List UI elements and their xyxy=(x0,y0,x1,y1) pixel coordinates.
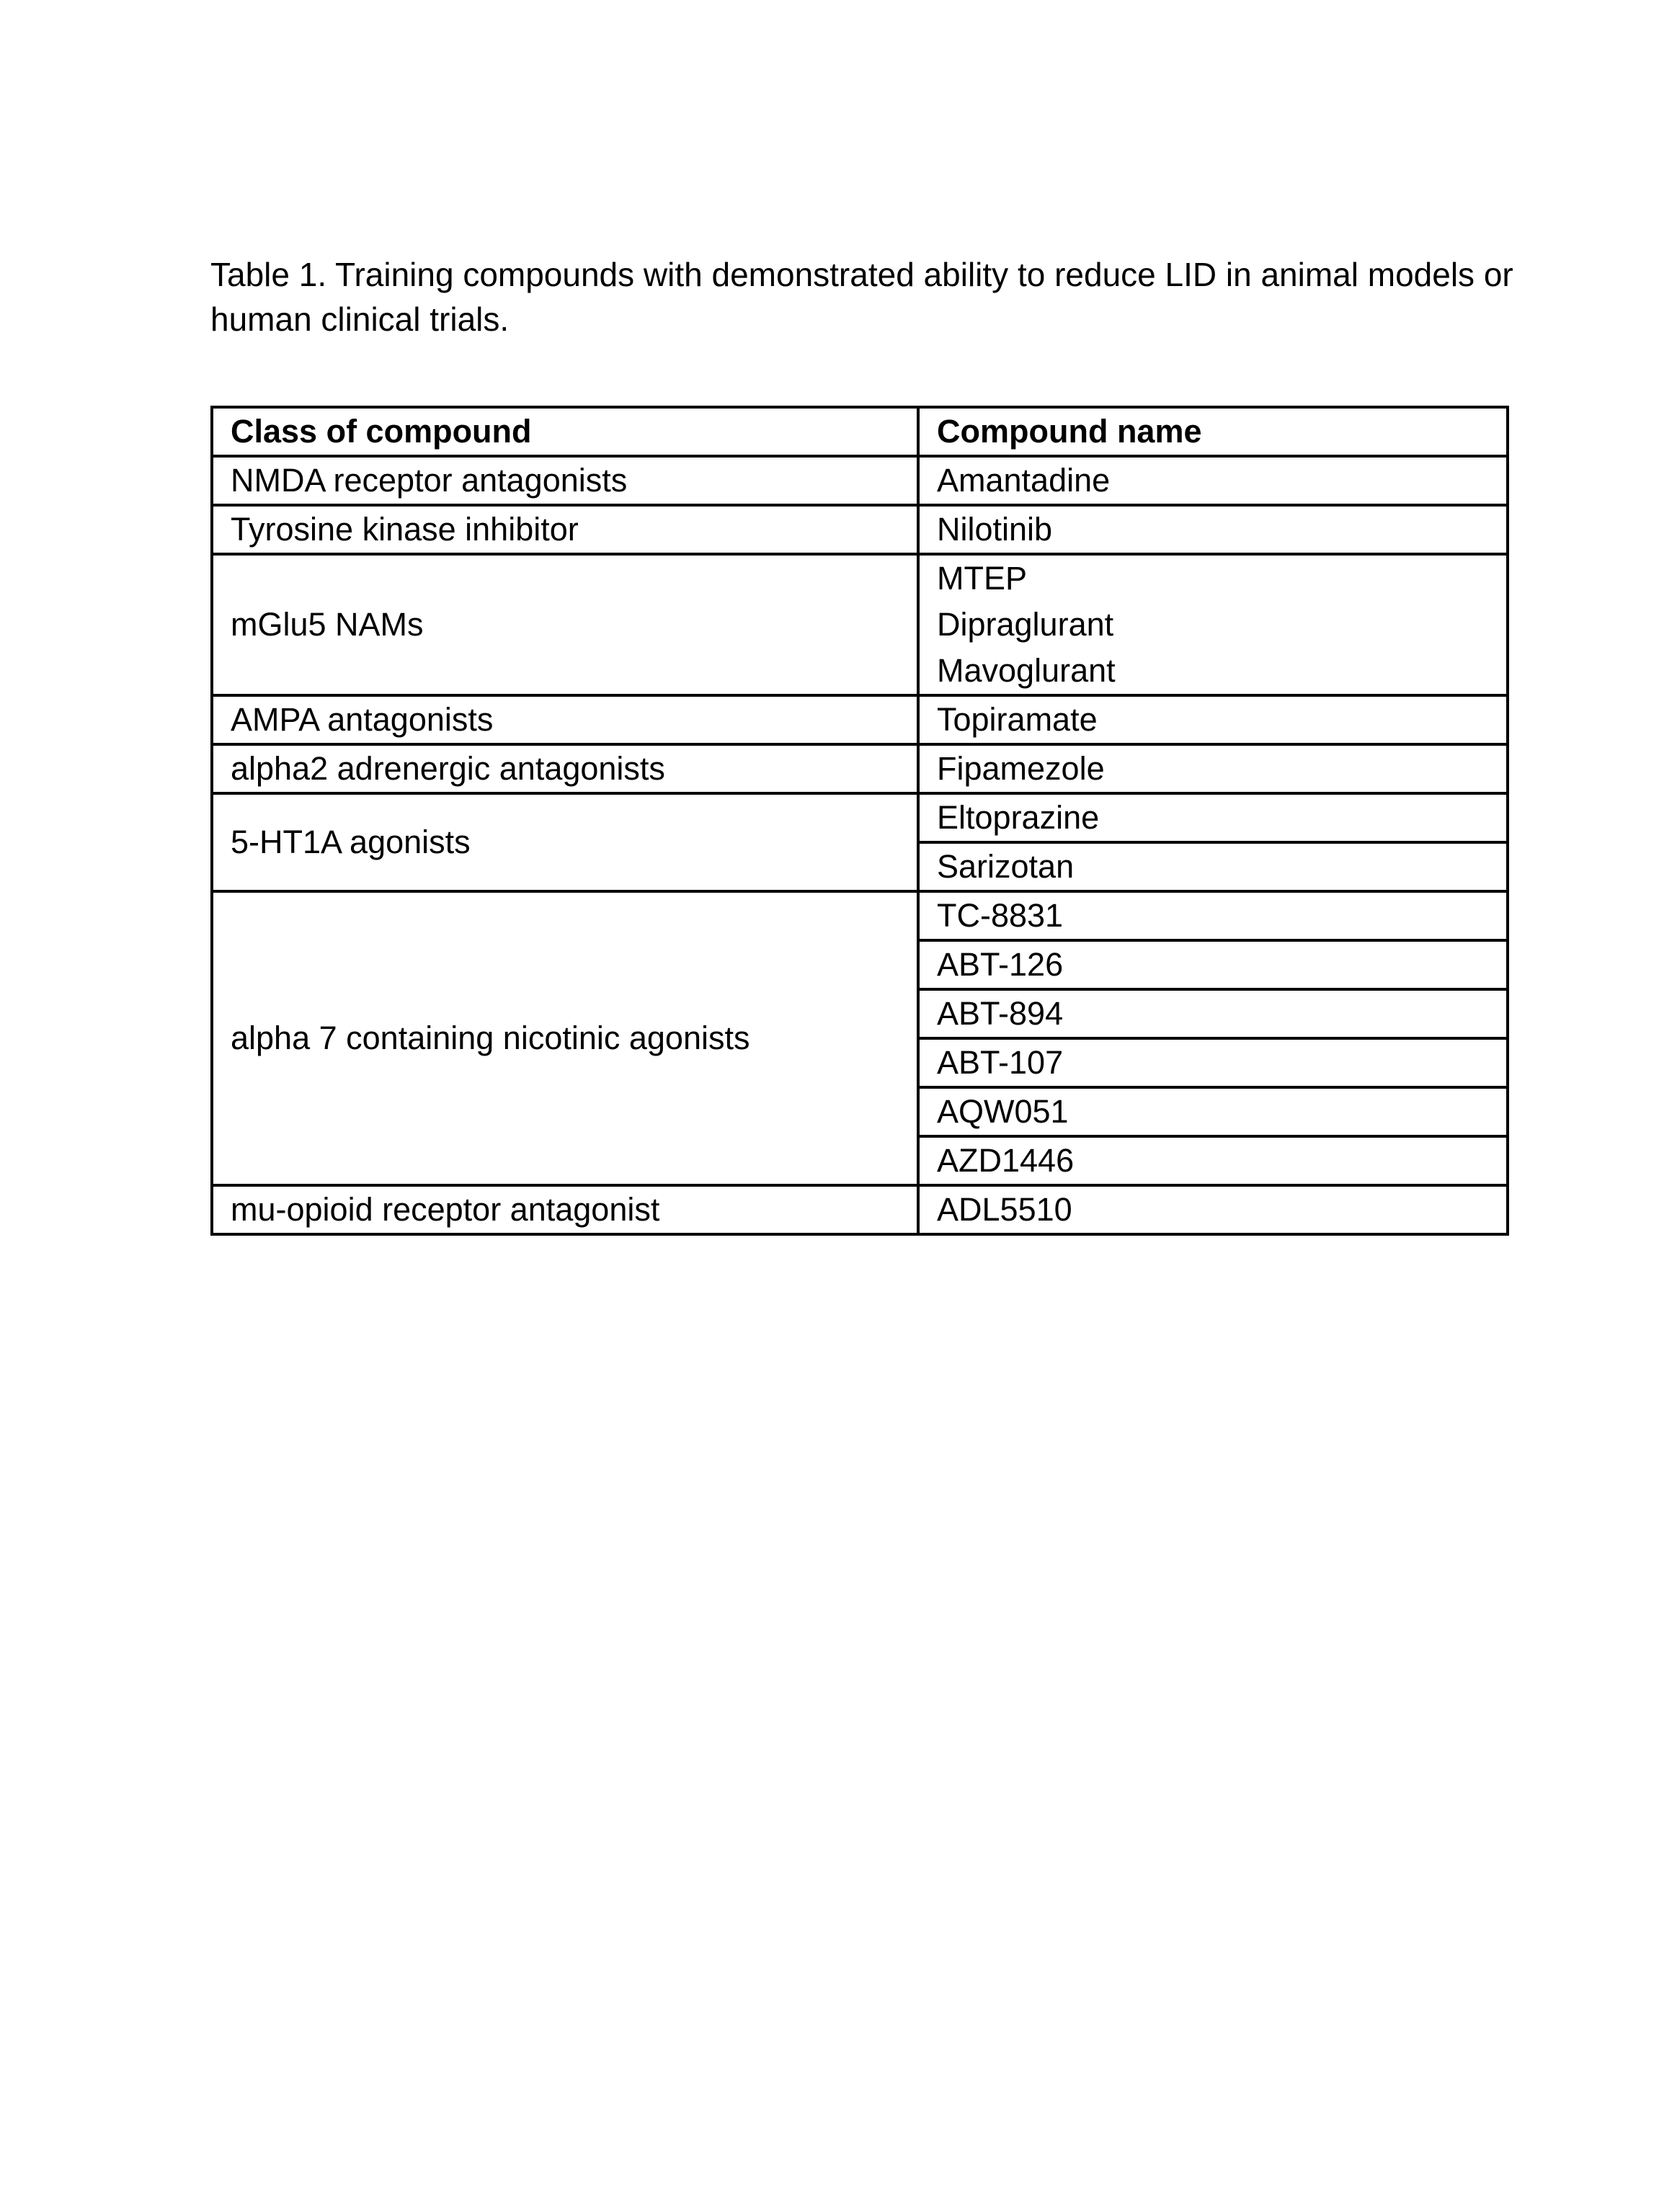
class-cell: 5-HT1A agonists xyxy=(212,793,918,891)
table-row xyxy=(212,1185,1508,1234)
header-compound-name: Compound name xyxy=(918,407,1508,456)
compound-name: Dipraglurant xyxy=(937,606,1114,643)
compound-name: MTEP xyxy=(937,560,1028,597)
compound-cell: Eltoprazine xyxy=(918,793,1508,842)
class-cell: mu-opioid receptor antagonist xyxy=(212,1185,918,1234)
compound-cell: Nilotinib xyxy=(918,505,1508,554)
table-header-row xyxy=(212,407,1508,456)
compound-cell-group xyxy=(918,554,1508,695)
class-cell: mGlu5 NAMs xyxy=(212,554,918,695)
table-row xyxy=(212,744,1508,793)
class-cell: AMPA antagonists xyxy=(212,695,918,744)
table-row xyxy=(212,793,1508,842)
compound-name: Mavoglurant xyxy=(937,652,1116,689)
compound-cell: ABT-894 xyxy=(918,989,1508,1038)
table-row xyxy=(212,505,1508,554)
compound-cell: AZD1446 xyxy=(918,1136,1508,1185)
compound-cell: Fipamezole xyxy=(918,744,1508,793)
compound-cell: ABT-126 xyxy=(918,940,1508,989)
compound-cell: AQW051 xyxy=(918,1087,1508,1136)
header-class-of-compound: Class of compound xyxy=(212,407,918,456)
table-row xyxy=(212,456,1508,505)
class-cell: NMDA receptor antagonists xyxy=(212,456,918,505)
table-row xyxy=(212,891,1508,940)
compound-cell: TC-8831 xyxy=(918,891,1508,940)
table-row xyxy=(212,695,1508,744)
class-cell: alpha 7 containing nicotinic agonists xyxy=(212,891,918,1185)
compound-cell: ADL5510 xyxy=(918,1185,1508,1234)
compound-cell: Sarizotan xyxy=(918,842,1508,891)
compound-cell: Topiramate xyxy=(918,695,1508,744)
class-cell: alpha2 adrenergic antagonists xyxy=(212,744,918,793)
table-row xyxy=(212,554,1508,695)
compound-cell: Amantadine xyxy=(918,456,1508,505)
table-caption: Table 1. Training compounds with demonstrated ability to reduce LID in animal models or human clinical trials. xyxy=(210,256,1513,338)
compound-cell: ABT-107 xyxy=(918,1038,1508,1087)
compounds-table xyxy=(210,406,1509,1236)
class-cell: Tyrosine kinase inhibitor xyxy=(212,505,918,554)
